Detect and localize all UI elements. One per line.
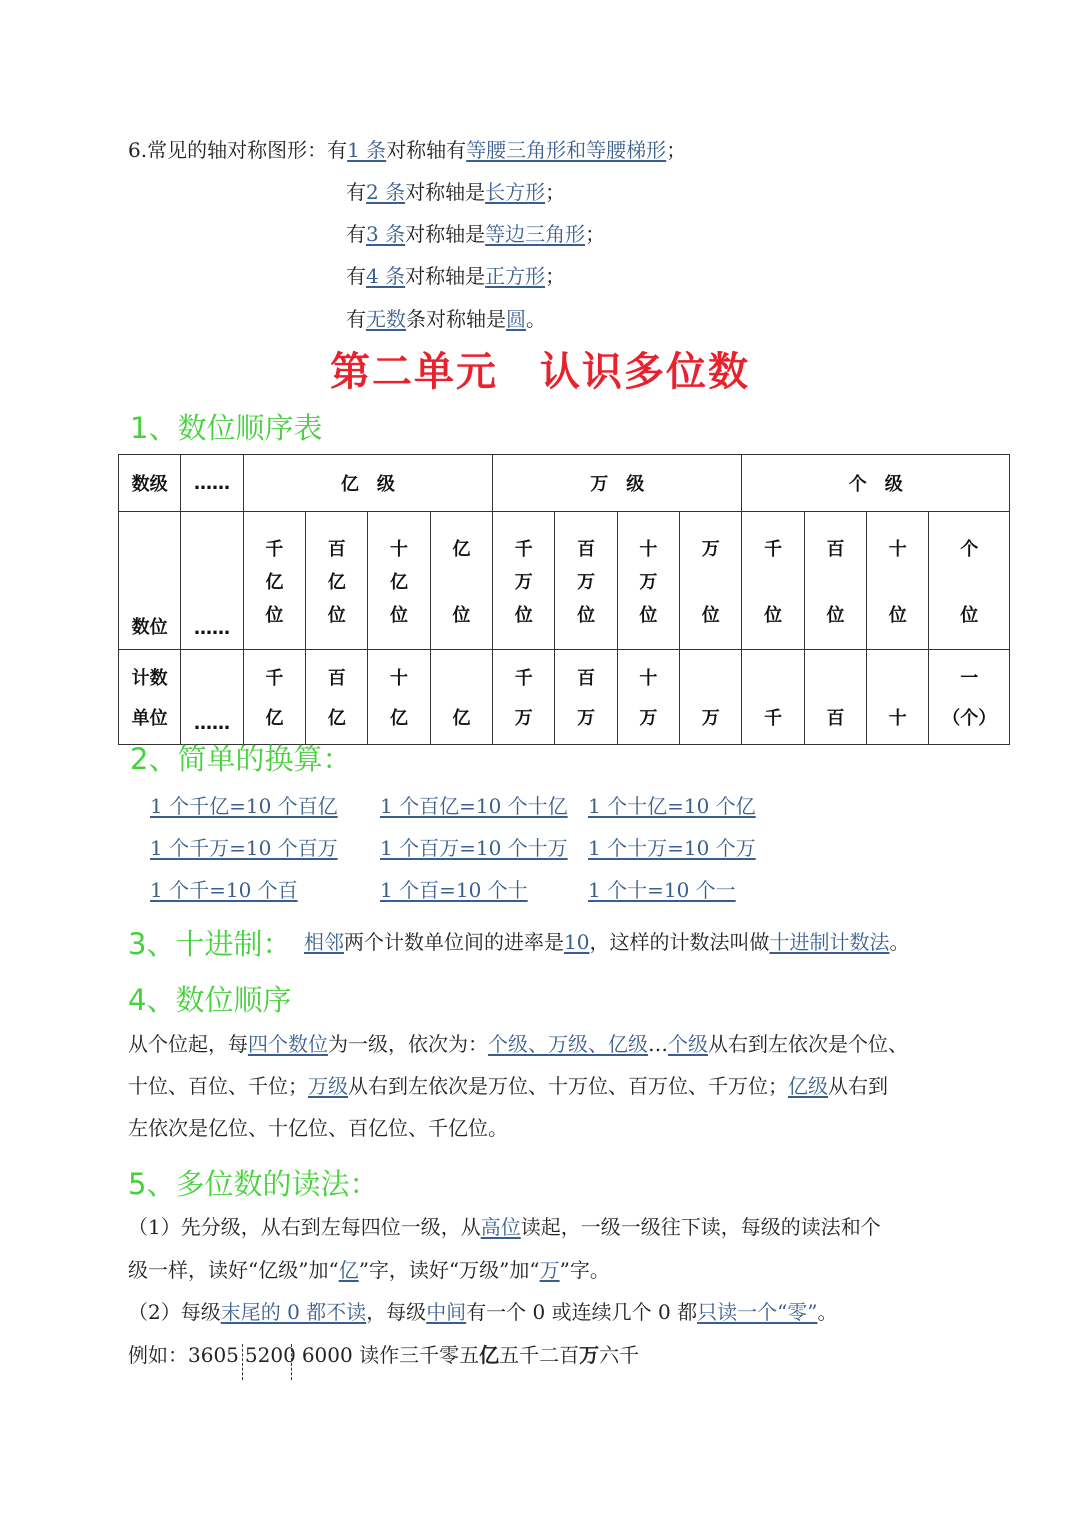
- table-header-place: 数位: [119, 512, 181, 650]
- answer-blank: 中间: [426, 1300, 467, 1324]
- text: 对称轴是: [405, 264, 486, 288]
- reading-example: [128, 1341, 639, 1369]
- text: 对称轴是: [405, 180, 486, 204]
- answer-blank: 个级、万级、亿级: [488, 1032, 648, 1056]
- text: 例如：3605: [128, 1343, 239, 1367]
- text: 有: [346, 264, 366, 288]
- answer-blank: 2 条: [366, 180, 406, 204]
- unit-char: 千: [265, 668, 284, 689]
- text: 。: [889, 930, 910, 954]
- place-value-table: [118, 454, 1010, 745]
- text: ”字，读好“万级”加“: [358, 1258, 540, 1282]
- place-cell: [804, 512, 866, 650]
- place-char: 个: [960, 538, 979, 560]
- text: 。: [817, 1300, 838, 1324]
- text: 两个计数单位间的进率是: [344, 930, 564, 954]
- answer-blank: 等腰三角形和等腰梯形: [466, 138, 667, 162]
- answer-blank: 四个数位: [248, 1032, 328, 1056]
- text: …: [648, 1032, 668, 1056]
- place-char: 位: [701, 604, 720, 626]
- unit-char: 亿: [327, 708, 346, 729]
- place-char: 位: [265, 604, 284, 626]
- answer-blank: 3 条: [366, 222, 406, 246]
- place-char: 位: [452, 604, 471, 626]
- unit-char: 十: [639, 668, 658, 689]
- text: ”字。: [559, 1258, 610, 1282]
- level-wan: 万 级: [493, 455, 742, 512]
- order-line-3: 左依次是亿位、十亿位、百亿位、千亿位。: [128, 1116, 508, 1140]
- place-char: 万: [514, 571, 533, 593]
- place-cell: [867, 512, 929, 650]
- reading-line-1: [128, 1213, 881, 1241]
- text: （2）每级: [128, 1300, 221, 1324]
- unit-title: [0, 340, 1080, 397]
- answer-blank: 只读一个“零”: [697, 1300, 818, 1324]
- text: 读起，一级一级往下读，每级的读法和个: [520, 1215, 881, 1239]
- conversion-item: 1 个千万=10 个百万: [150, 836, 338, 860]
- unit-char: 十: [390, 668, 409, 689]
- reading-line-2: [128, 1256, 610, 1284]
- answer-blank: 万: [539, 1258, 560, 1282]
- unit-cell: [306, 650, 368, 745]
- text: 5200: [244, 1343, 296, 1367]
- place-char: 百: [327, 538, 346, 560]
- text: 五千二百: [499, 1343, 580, 1367]
- answer-blank: 10: [564, 930, 590, 954]
- unit-cell: [867, 650, 929, 745]
- unit-cell: [430, 650, 492, 745]
- table-dots: ……: [181, 650, 243, 745]
- text: 。: [526, 307, 546, 331]
- answer-blank: 高位: [480, 1215, 521, 1239]
- unit-char: 万: [701, 708, 720, 729]
- place-char: 万: [701, 538, 720, 560]
- place-char: 十: [639, 538, 658, 560]
- place-cell: [430, 512, 492, 650]
- unit-title-number: 第二单元: [330, 349, 498, 395]
- unit-cell: [555, 650, 617, 745]
- text: ；: [585, 222, 606, 246]
- text: 对称轴是: [405, 222, 486, 246]
- conversion-item: 1 个十亿=10 个亿: [588, 794, 756, 818]
- unit-cell: [368, 650, 430, 745]
- place-char: 位: [960, 604, 979, 626]
- unit-cell: [929, 650, 1010, 745]
- answer-blank: 等边三角形: [485, 222, 586, 246]
- unit-cell: [243, 650, 305, 745]
- unit-char: 千: [514, 668, 533, 689]
- conversion-item: 1 个千亿=10 个百亿: [150, 794, 338, 818]
- text: 从右到: [828, 1074, 888, 1098]
- place-char: 万: [639, 571, 658, 593]
- table-dots: ……: [181, 512, 243, 650]
- answer-blank: 亿级: [788, 1074, 828, 1098]
- reading-line-3: [128, 1298, 838, 1326]
- conversion-item: 1 个千=10 个百: [150, 878, 298, 902]
- section-heading-3: 3、十进制：: [128, 927, 292, 961]
- unit-char: 百: [577, 668, 596, 689]
- answer-blank: 亿: [338, 1258, 359, 1282]
- text: 从个位起，每: [128, 1032, 248, 1056]
- place-cell: [680, 512, 742, 650]
- text: （1）先分级，从右到左每四位一级，从: [128, 1215, 481, 1239]
- answer-blank: 长方形: [485, 180, 546, 204]
- decimal-system-text: [304, 928, 909, 956]
- text: 单位: [131, 708, 168, 729]
- unit-cell: [493, 650, 555, 745]
- level-yi: 亿 级: [243, 455, 492, 512]
- place-char: 十: [888, 538, 907, 560]
- unit-cell: [804, 650, 866, 745]
- answer-blank: 无数: [366, 307, 406, 331]
- group-divider: [291, 1344, 292, 1380]
- unit-char: 十: [888, 708, 907, 729]
- text: ；: [545, 180, 566, 204]
- text: 6000 读作三千零五: [301, 1343, 480, 1367]
- unit-char: 亿: [390, 708, 409, 729]
- table-dots: ……: [181, 455, 243, 512]
- place-char: 千: [764, 538, 783, 560]
- unit-char: （个）: [942, 708, 997, 729]
- text: ；: [545, 264, 566, 288]
- place-char: 万: [577, 571, 596, 593]
- place-char: 亿: [452, 538, 471, 560]
- section-heading-4: 4、数位顺序: [128, 983, 292, 1017]
- place-cell: [243, 512, 305, 650]
- order-line-1: [128, 1030, 908, 1058]
- text: 为一级，依次为：: [328, 1032, 488, 1056]
- text: 计数: [131, 668, 168, 689]
- unit-cell: [617, 650, 679, 745]
- answer-blank: 末尾的 0 都不读: [220, 1300, 367, 1324]
- place-char: 位: [514, 604, 533, 626]
- conversion-item: 1 个百亿=10 个十亿: [380, 794, 568, 818]
- place-cell: [306, 512, 368, 650]
- place-char: 亿: [327, 571, 346, 593]
- text: 十位、百位、千位；: [128, 1074, 308, 1098]
- text: 有: [346, 222, 366, 246]
- place-char: 亿: [265, 571, 284, 593]
- section-heading-1: 1、数位顺序表: [130, 411, 323, 445]
- table-row-levels: [119, 455, 1010, 512]
- place-char: 亿: [390, 571, 409, 593]
- place-cell: [617, 512, 679, 650]
- place-char: 位: [390, 604, 409, 626]
- place-cell: [555, 512, 617, 650]
- answer-blank: 4 条: [366, 264, 406, 288]
- text: 对称轴有: [386, 138, 467, 162]
- symmetry-line-5: [346, 305, 546, 333]
- text: ，这样的计数法叫做: [589, 930, 770, 954]
- level-ge: 个 级: [742, 455, 1010, 512]
- text: 从右到左依次是个位、: [708, 1032, 908, 1056]
- section-heading-2: 2、简单的换算：: [130, 742, 352, 776]
- place-cell: [493, 512, 555, 650]
- place-char: 十: [390, 538, 409, 560]
- text: 万: [579, 1343, 600, 1367]
- unit-char: 万: [514, 708, 533, 729]
- place-char: 位: [577, 604, 596, 626]
- place-cell: [742, 512, 804, 650]
- place-char: 位: [764, 604, 783, 626]
- answer-blank: 圆: [506, 307, 526, 331]
- place-char: 位: [888, 604, 907, 626]
- order-line-2: [128, 1072, 888, 1100]
- conversion-item: 1 个十=10 个一: [588, 878, 736, 902]
- symmetry-line-3: [346, 220, 605, 248]
- place-cell: [929, 512, 1010, 650]
- place-char: 位: [826, 604, 845, 626]
- place-char: 位: [327, 604, 346, 626]
- place-char: 百: [577, 538, 596, 560]
- conversion-item: 1 个百=10 个十: [380, 878, 528, 902]
- unit-cell: [742, 650, 804, 745]
- answer-blank: 正方形: [485, 264, 546, 288]
- answer-blank: 万级: [308, 1074, 348, 1098]
- place-char: 百: [826, 538, 845, 560]
- place-char: 位: [639, 604, 658, 626]
- text: 亿: [479, 1343, 500, 1367]
- table-row-units: [119, 650, 1010, 745]
- answer-blank: 1 条: [347, 138, 387, 162]
- place-char: 千: [514, 538, 533, 560]
- text: 级一样，读好“亿级”加“: [128, 1258, 339, 1282]
- text: 有一个 0 或连续几个 0 都: [466, 1300, 698, 1324]
- conversion-item: 1 个百万=10 个十万: [380, 836, 568, 860]
- unit-char: 亿: [452, 708, 471, 729]
- unit-char: 一: [960, 668, 979, 689]
- text: 有: [346, 180, 366, 204]
- text: 从右到左依次是万位、十万位、百万位、千万位；: [348, 1074, 788, 1098]
- text: ，每级: [366, 1300, 427, 1324]
- conversion-item: 1 个十万=10 个万: [588, 836, 756, 860]
- unit-char: 百: [826, 708, 845, 729]
- section-heading-5: 5、多位数的读法：: [128, 1167, 379, 1201]
- unit-char: 千: [764, 708, 783, 729]
- answer-blank: 相邻: [304, 930, 344, 954]
- table-header-unit: [119, 650, 181, 745]
- answer-blank: 个级: [668, 1032, 708, 1056]
- unit-char: 万: [639, 708, 658, 729]
- table-row-places: [119, 512, 1010, 650]
- place-char: 千: [265, 538, 284, 560]
- unit-char: 亿: [265, 708, 284, 729]
- symmetry-line-4: [346, 262, 565, 290]
- text: 有: [346, 307, 366, 331]
- unit-char: 百: [327, 668, 346, 689]
- unit-title-topic: 认识多位数: [540, 349, 750, 395]
- symmetry-line-2: [346, 178, 565, 206]
- table-header-level: 数级: [119, 455, 181, 512]
- answer-blank: 十进制计数法: [769, 930, 890, 954]
- symmetry-line-1: [128, 136, 686, 164]
- symmetry-intro: 6.常见的轴对称图形：有: [128, 138, 348, 162]
- text: 条对称轴是: [406, 307, 506, 331]
- text: ；: [666, 138, 687, 162]
- unit-cell: [680, 650, 742, 745]
- unit-char: 万: [577, 708, 596, 729]
- place-cell: [368, 512, 430, 650]
- group-divider: [242, 1344, 243, 1380]
- text: 六千: [599, 1343, 640, 1367]
